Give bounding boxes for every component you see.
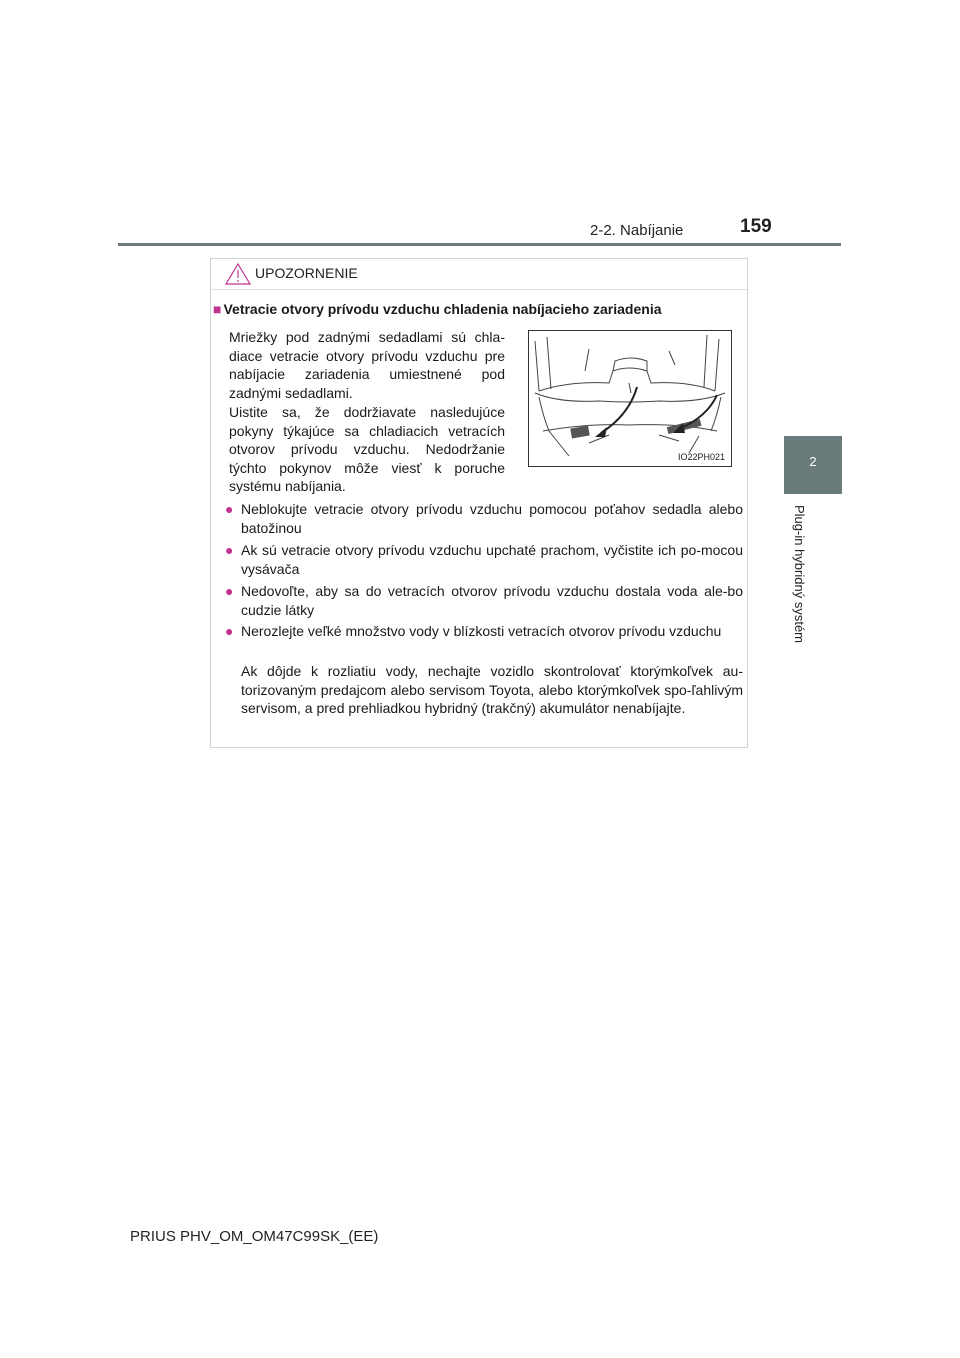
figure-code: IO22PH021 xyxy=(677,452,725,462)
caution-box xyxy=(210,258,748,748)
bullet-text: Nerozlejte veľké množstvo vody v blízkosti vetracích otvorov prívodu vzduchu xyxy=(241,623,722,639)
bullet-text: Ak sú vetracie otvory prívodu vzduchu upchaté prachom, vyčistite ich po-mocou vysávača xyxy=(241,542,743,577)
page-number: 159 xyxy=(740,216,772,237)
caution-subheading xyxy=(213,301,662,317)
header-divider xyxy=(118,243,841,246)
chapter-number: 2 xyxy=(809,454,817,469)
instruction-paragraph: Uistite sa, že dodržiavate nasledujúce pokyny týkajúce sa chladiacich vetracích otvorov prívodu vzduchu. Nedodržanie týchto pokynov môže viesť k poruche systému nabíjania. xyxy=(229,404,505,494)
section-title: 2-2. Nabíjanie xyxy=(590,222,684,239)
bullet-text: Neblokujte vetracie otvory prívodu vzduchu pomocou poťahov sedadla alebo batožinou xyxy=(241,501,743,536)
caution-title: UPOZORNENIE xyxy=(255,265,358,281)
intro-paragraph: Mriežky pod zadnými sedadlami sú chla-diace vetracie otvory prívodu vzduchu pre nabíjacie zariadenia umiestnené pod zadnými sedadlami. xyxy=(229,329,505,401)
bullet-item xyxy=(225,622,743,641)
bullet-dot-icon: ● xyxy=(225,583,234,599)
caution-header xyxy=(211,259,747,290)
chapter-title: Plug-in hybridný systém xyxy=(792,505,807,643)
subheading-text: Vetracie otvory prívodu vzduchu chladenia nabíjacieho zariadenia xyxy=(223,301,662,317)
water-spill-note: Ak dôjde k rozliatiu vody, nechajte vozidlo skontrolovať ktorýmkoľvek au-torizovaným predajcom alebo servisom Toyota, alebo ktorýmkoľvek spo-ľahlivým servisom, a pred prehliadkou hybridný (trakčný) akumulátor nenabíjajte. xyxy=(241,663,743,716)
bullet-dot-icon: ● xyxy=(225,501,234,517)
bullet-item xyxy=(225,541,743,578)
chapter-tab xyxy=(784,436,842,494)
seat-drawing xyxy=(529,331,731,466)
square-bullet-icon: ■ xyxy=(213,301,222,317)
bullet-item xyxy=(225,500,743,537)
bullet-dot-icon: ● xyxy=(225,623,234,639)
warning-triangle-icon xyxy=(225,263,251,285)
document-id: PRIUS PHV_OM_OM47C99SK_(EE) xyxy=(130,1228,379,1245)
bullet-dot-icon: ● xyxy=(225,542,234,558)
rear-seat-vent-illustration xyxy=(528,330,732,467)
bullet-text: Nedovoľte, aby sa do vetracích otvorov prívodu vzduchu dostala voda ale-bo cudzie látky xyxy=(241,583,743,618)
bullet-item xyxy=(225,582,743,619)
